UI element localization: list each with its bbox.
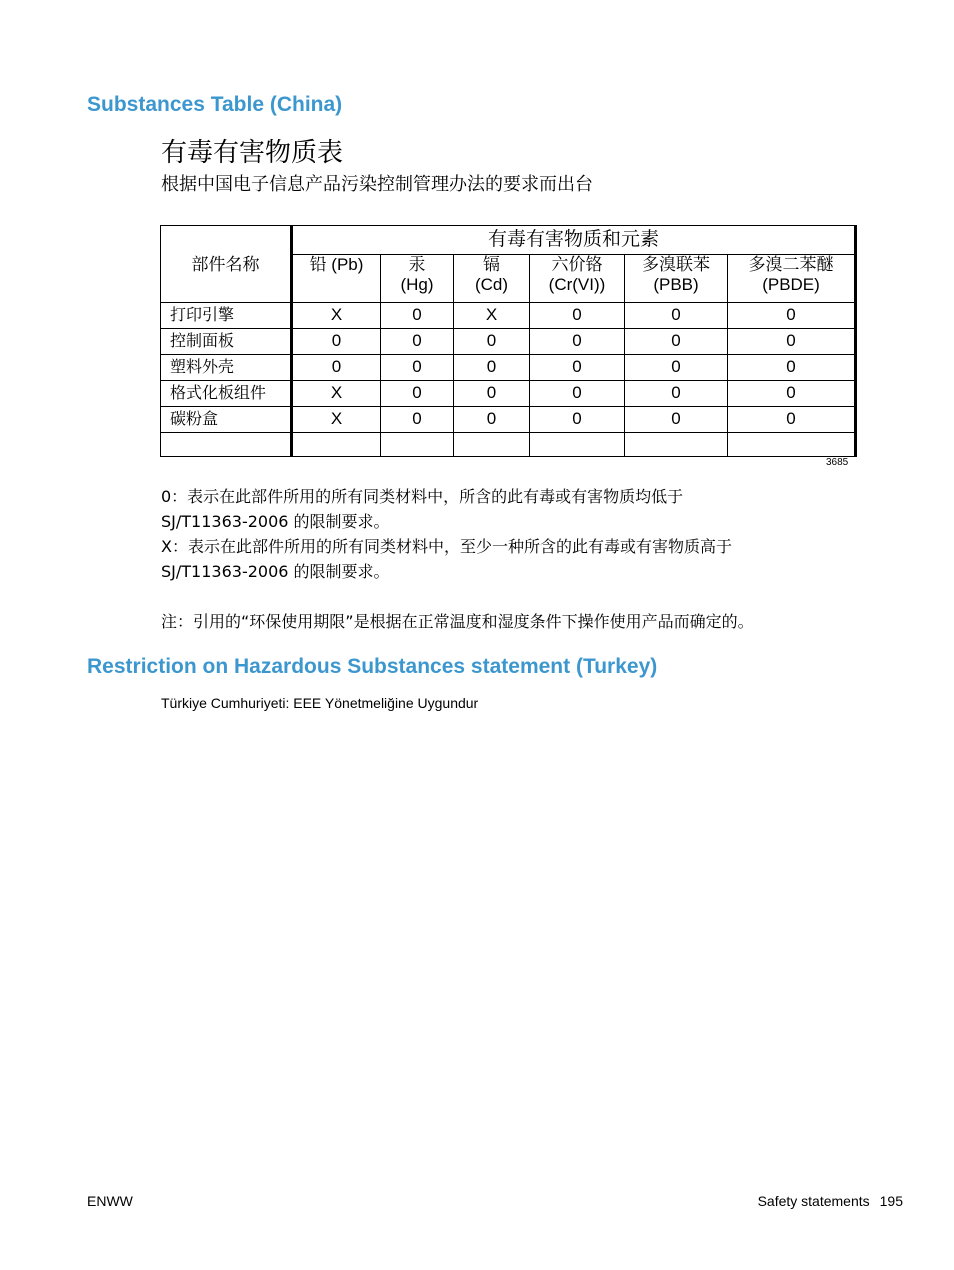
empty-cell bbox=[454, 432, 530, 456]
part-name-cell: 塑料外壳 bbox=[161, 354, 292, 380]
value-cell: 0 bbox=[728, 302, 856, 328]
value-cell: X bbox=[454, 302, 530, 328]
column-header-line1: 镉 bbox=[483, 255, 500, 274]
column-header-line1: 铅 (Pb) bbox=[309, 255, 364, 274]
column-header-pbde bbox=[728, 255, 856, 303]
column-header-line2: (PBB) bbox=[653, 275, 699, 294]
value-cell: X bbox=[292, 302, 381, 328]
value-cell: 0 bbox=[454, 354, 530, 380]
table-row bbox=[161, 406, 856, 432]
empty-cell bbox=[728, 432, 856, 456]
empty-cell bbox=[292, 432, 381, 456]
column-header-line1: 汞 bbox=[408, 255, 426, 274]
value-cell: 0 bbox=[381, 302, 454, 328]
table-subtitle-cjk: 根据中国电子信息产品污染控制管理办法的要求而出台 bbox=[161, 174, 593, 195]
value-cell: 0 bbox=[292, 328, 381, 354]
value-cell: 0 bbox=[454, 406, 530, 432]
value-cell: 0 bbox=[454, 328, 530, 354]
empty-cell bbox=[161, 432, 292, 456]
table-row-empty bbox=[161, 432, 856, 456]
table-row bbox=[161, 302, 856, 328]
value-cell: 0 bbox=[728, 354, 856, 380]
footer-right bbox=[758, 1193, 903, 1209]
turkey-statement: Türkiye Cumhuriyeti: EEE Yönetmeliğine Uygundur bbox=[161, 695, 479, 711]
page-number: 195 bbox=[879, 1193, 903, 1209]
part-name-cell: 控制面板 bbox=[161, 328, 292, 354]
table-id-label: 3685 bbox=[826, 457, 849, 468]
substances-group-header: 有毒有害物质和元素 bbox=[292, 226, 856, 255]
note-zero-line1: 0：表示在此部件所用的所有同类材料中，所含的此有毒或有害物质均低于 bbox=[161, 487, 684, 506]
column-header-line2: (Cd) bbox=[474, 275, 509, 294]
empty-cell bbox=[530, 432, 625, 456]
column-header-pb bbox=[292, 255, 381, 303]
value-cell: 0 bbox=[381, 380, 454, 406]
column-header-pbb bbox=[625, 255, 728, 303]
note-x-line2: SJ/T11363-2006 的限制要求。 bbox=[161, 562, 390, 581]
value-cell: 0 bbox=[454, 380, 530, 406]
note-x-line1: X：表示在此部件所用的所有同类材料中，至少一种所含的此有毒或有害物质高于 bbox=[161, 537, 732, 556]
value-cell: 0 bbox=[530, 328, 625, 354]
column-header-cd bbox=[454, 255, 530, 303]
value-cell: 0 bbox=[381, 406, 454, 432]
column-header-line2: (PBDE) bbox=[762, 275, 820, 294]
value-cell: 0 bbox=[625, 406, 728, 432]
value-cell: 0 bbox=[530, 406, 625, 432]
value-cell: 0 bbox=[292, 354, 381, 380]
part-name-header: 部件名称 bbox=[161, 255, 292, 303]
note-zero-line2: SJ/T11363-2006 的限制要求。 bbox=[161, 512, 390, 531]
empty-cell bbox=[381, 432, 454, 456]
column-header-line2: (Cr(VI)) bbox=[548, 275, 606, 294]
column-header-cr6 bbox=[530, 255, 625, 303]
value-cell: 0 bbox=[728, 406, 856, 432]
footer-left: ENWW bbox=[87, 1193, 133, 1209]
value-cell: 0 bbox=[381, 328, 454, 354]
value-cell: 0 bbox=[530, 302, 625, 328]
section-heading-turkey: Restriction on Hazardous Substances statement (Turkey) bbox=[87, 655, 658, 678]
value-cell: X bbox=[292, 380, 381, 406]
note-remark: 注：引用的“环保使用期限”是根据在正常温度和湿度条件下操作使用产品而确定的。 bbox=[161, 612, 754, 631]
part-name-cell: 碳粉盒 bbox=[161, 406, 292, 432]
empty-cell bbox=[625, 432, 728, 456]
value-cell: 0 bbox=[625, 380, 728, 406]
notes-block bbox=[161, 484, 861, 634]
column-header-line1: 多溴二苯醚 bbox=[748, 255, 834, 274]
column-header-hg bbox=[381, 255, 454, 303]
value-cell: 0 bbox=[728, 380, 856, 406]
section-heading-china: Substances Table (China) bbox=[87, 93, 343, 116]
spacer bbox=[161, 584, 861, 609]
footer-section-name: Safety statements bbox=[757, 1193, 870, 1209]
part-name-cell: 打印引擎 bbox=[161, 302, 292, 328]
value-cell: 0 bbox=[625, 328, 728, 354]
value-cell: 0 bbox=[530, 354, 625, 380]
substances-table bbox=[160, 225, 857, 457]
column-header-line1: 六价铬 bbox=[551, 255, 603, 274]
value-cell: X bbox=[292, 406, 381, 432]
column-header-line1: 多溴联苯 bbox=[642, 255, 710, 274]
value-cell: 0 bbox=[728, 328, 856, 354]
table-title-cjk: 有毒有害物质表 bbox=[161, 138, 344, 168]
value-cell: 0 bbox=[530, 380, 625, 406]
value-cell: 0 bbox=[625, 354, 728, 380]
table-row bbox=[161, 380, 856, 406]
value-cell: 0 bbox=[625, 302, 728, 328]
table-row bbox=[161, 354, 856, 380]
value-cell: 0 bbox=[381, 354, 454, 380]
column-header-line2: (Hg) bbox=[400, 275, 434, 294]
part-name-cell: 格式化板组件 bbox=[161, 380, 292, 406]
table-row bbox=[161, 328, 856, 354]
header-blank-cell bbox=[161, 226, 292, 255]
